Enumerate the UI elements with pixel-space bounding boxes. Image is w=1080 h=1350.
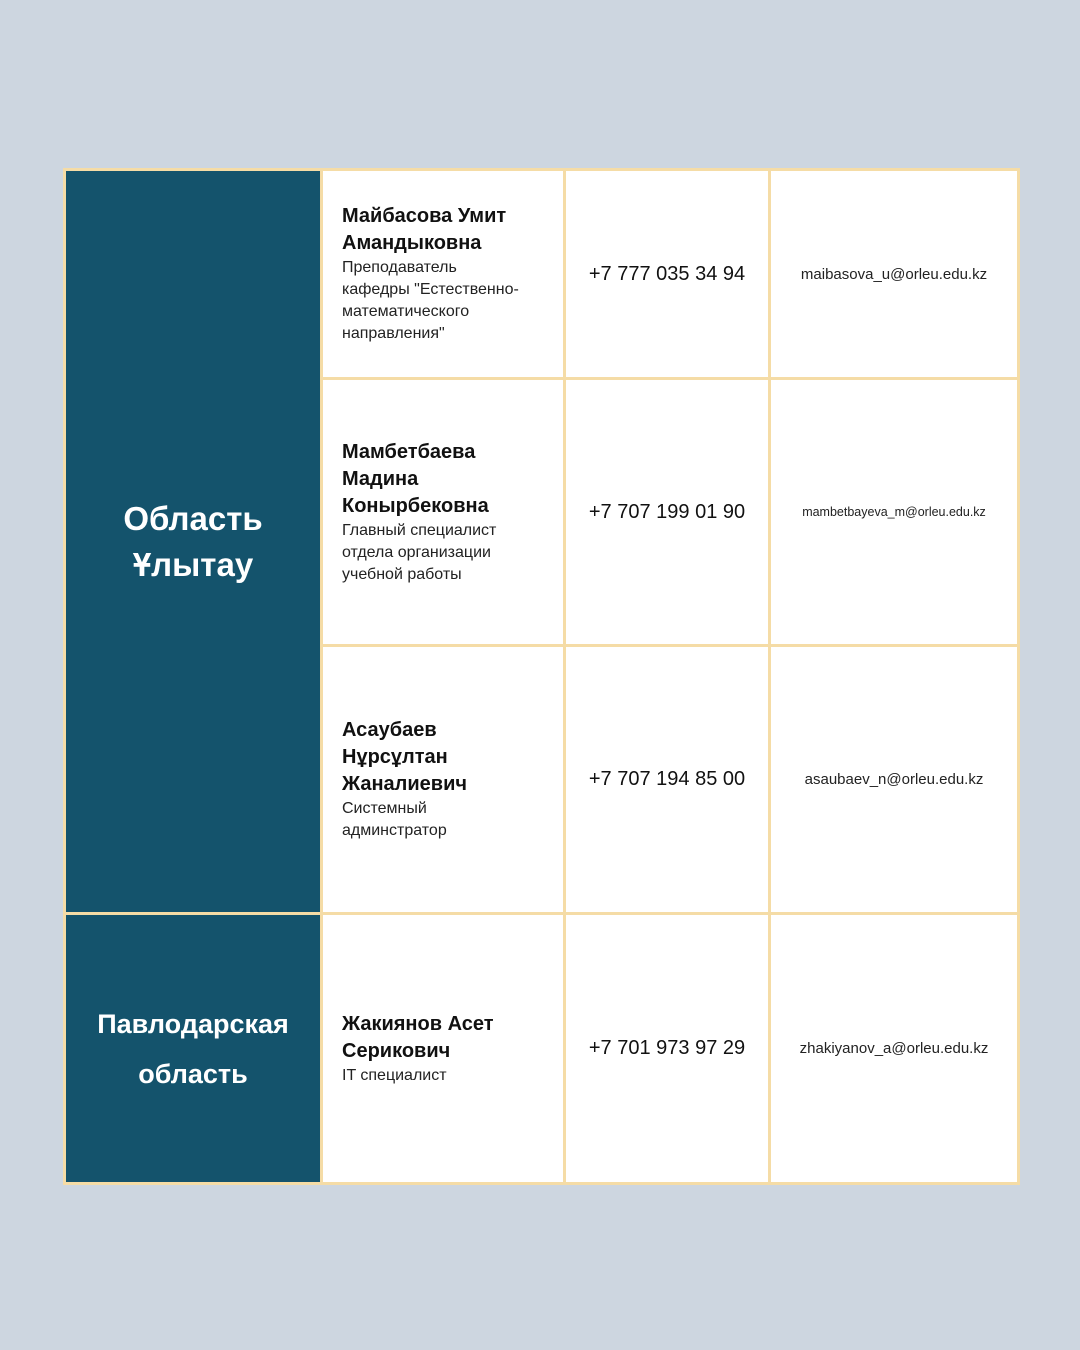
person-name: Жакиянов Асет Серикович: [342, 1012, 494, 1062]
phone-number: +7 701 973 97 29: [565, 914, 770, 1184]
region-pavlodar-cell: [65, 914, 322, 1184]
phone-number: +7 777 035 34 94: [565, 170, 770, 379]
region-pavlodar-label: Павлодарская область: [97, 1008, 289, 1089]
table-row: [65, 170, 1019, 379]
email-address: asaubaev_n@orleu.edu.kz: [770, 646, 1019, 914]
region-ulytau-label: Область Ұлытау: [123, 499, 263, 583]
email-address: zhakiyanov_a@orleu.edu.kz: [770, 914, 1019, 1184]
person-name: Асаубаев Нұрсұлтан Жаналиевич: [342, 719, 467, 795]
region-ulytau-cell: [65, 170, 322, 914]
person-cell: [322, 646, 565, 914]
person-role: Системный админстратор: [342, 800, 447, 839]
person-name: Майбасова Умит Амандыковна: [342, 205, 507, 254]
table-row: [65, 914, 1019, 1184]
person-role: Преподаватель кафедры "Естественно-математического направления": [342, 259, 519, 342]
phone-number: +7 707 199 01 90: [565, 379, 770, 646]
person-role: IT специалист: [342, 1066, 447, 1084]
person-cell: [322, 914, 565, 1184]
email-address: mambetbayeva_m@orleu.edu.kz: [770, 379, 1019, 646]
email-address: maibasova_u@orleu.edu.kz: [770, 170, 1019, 379]
phone-number: +7 707 194 85 00: [565, 646, 770, 914]
contacts-table: [63, 168, 1020, 1185]
person-cell: [322, 379, 565, 646]
person-role: Главный специалист отдела организации учебной работы: [342, 521, 497, 583]
person-name: Мамбетбаева Мадина Конырбековна: [342, 440, 489, 517]
person-cell: [322, 170, 565, 379]
